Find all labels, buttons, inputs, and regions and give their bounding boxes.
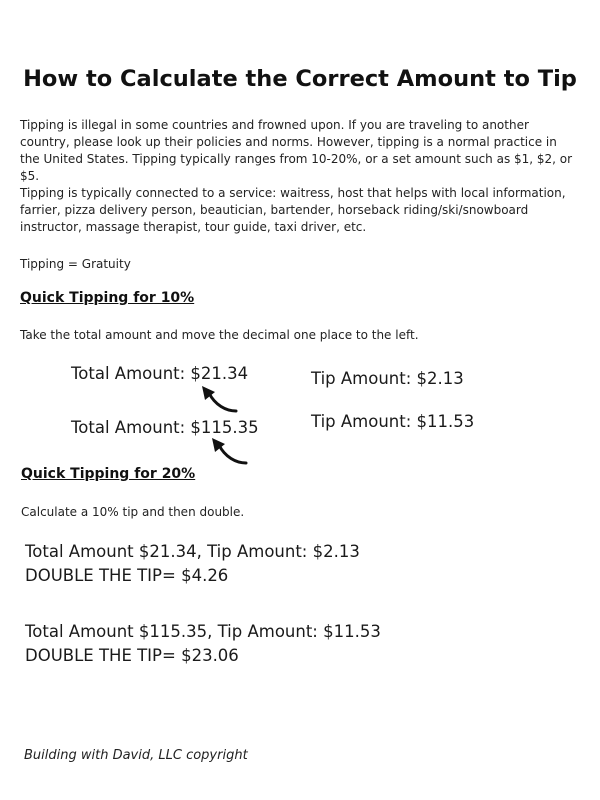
curved-arrow-icon (206, 438, 252, 468)
example-1-total: Total Amount: $21.34 (71, 364, 249, 383)
intro-paragraph-2: Tipping is typically connected to a service: waitress, host that helps with local information, farrier, pizza delivery person, beautician, bartender, horseback riding/ski/snowboard instructor, massage therapist, tour guide, taxi driver, etc. (20, 186, 566, 234)
copyright-footer: Building with David, LLC copyright (24, 748, 248, 763)
example-3-line-2: DOUBLE THE TIP= $4.26 (25, 566, 229, 585)
example-4-line-2: DOUBLE THE TIP= $23.06 (25, 646, 239, 665)
section-10-instruction: Take the total amount and move the decimal one place to the left. (20, 328, 419, 342)
curved-arrow-icon (196, 386, 242, 416)
example-1-tip: Tip Amount: $2.13 (311, 369, 464, 388)
intro-paragraph-1: Tipping is illegal in some countries and frowned upon. If you are traveling to another country, please look up their policies and norms. However, tipping is a normal practice in the United States. Tipping typically ranges from 10-20%, or a set amount such as $1, $2, or $5. (20, 118, 573, 183)
section-20-heading: Quick Tipping for 20% (21, 466, 196, 482)
example-4-line-1: Total Amount $115.35, Tip Amount: $11.53 (25, 622, 381, 641)
page-title: How to Calculate the Correct Amount to Tip (23, 66, 577, 92)
section-20-instruction: Calculate a 10% tip and then double. (21, 505, 245, 519)
intro-paragraph-3: Tipping = Gratuity (20, 257, 131, 271)
example-2-total: Total Amount: $115.35 (71, 418, 259, 437)
example-2-tip: Tip Amount: $11.53 (311, 412, 475, 431)
section-10-heading: Quick Tipping for 10% (20, 290, 195, 306)
example-3-line-1: Total Amount $21.34, Tip Amount: $2.13 (25, 542, 360, 561)
